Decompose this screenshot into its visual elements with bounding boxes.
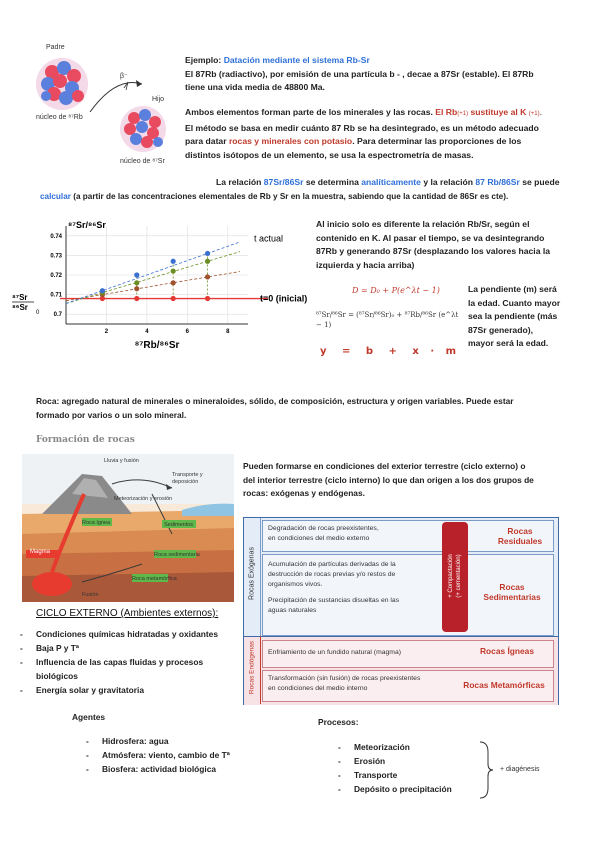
data-point bbox=[171, 259, 176, 264]
section-title: Formación de rocas bbox=[36, 435, 135, 445]
compactacion-label: + Compactación (+ cementación) bbox=[448, 554, 462, 598]
diagram-label-3: Sedimentos bbox=[164, 522, 194, 528]
diagram-label-6: Roca ígnea bbox=[82, 520, 111, 526]
parent-label: Padre bbox=[46, 44, 65, 51]
data-point bbox=[205, 259, 210, 264]
x-tick-label: 4 bbox=[145, 329, 149, 335]
data-point bbox=[205, 251, 210, 256]
example-line: Ejemplo: Datación mediante el sistema Rb-Sr bbox=[185, 55, 370, 65]
agentes-title: Agentes bbox=[72, 712, 106, 722]
explain-block: Al inicio solo es diferente la relación Rb/Sr, según el contenido en K. Al pasar el tiempo, se va desintegrando 87Rb y generando 87Sr (desplazando los valores hacia la izquierda y hacia arriba) bbox=[316, 219, 551, 270]
formation-block: Pueden formarse en condiciones del exterior terrestre (ciclo externo) o del interior terrestre (ciclo interno) lo que dan origen a los dos grupos de rocas: exógenas y endógenas. bbox=[243, 461, 534, 499]
diagram-label-8: Fusión bbox=[82, 592, 99, 598]
daughter-nucleus-icon bbox=[118, 104, 168, 154]
residuales-desc: Degradación de rocas preexistentes, en condiciones del medio externo bbox=[268, 525, 379, 542]
intro-p2: Ambos elementos forman parte de los minerales y las rocas. El Rb(+1) sustituye al K (+1). El método se basa en medir cuánto 87 Rb se ha desintegrado, es un método adecuado para datar rocas y minerales con potasio. Para determinar las proporciones de los distintos isótopos de un elemento, se usa la espectrometría de masas. bbox=[185, 107, 542, 160]
metamorficas-title: Rocas Metamórficas bbox=[463, 680, 545, 690]
isochron-line bbox=[66, 252, 240, 304]
intro-p3: La relación 87Sr/86Sr se determina analíticamente y la relación 87 Rb/86Sr se puede calcular (a partir de las concentraciones elementales de Rb y Sr en la muestra, sabiendo que la cantidad de 86Sr es cte). bbox=[40, 177, 560, 201]
daughter-nucleus-label: núcleo de ⁸⁷Sr bbox=[120, 158, 165, 165]
y-tick-label: 0.71 bbox=[50, 292, 62, 299]
top-axis-label: ⁸⁷Sr/⁸⁶Sr bbox=[68, 220, 106, 230]
data-point bbox=[205, 274, 210, 279]
intro-line-1: El 87Rb (radiactivo), por emisión de una partícula b - , decae a 87Sr (estable). El 87Rb bbox=[185, 68, 534, 79]
parent-nucleus-icon bbox=[34, 56, 90, 112]
rock-classification bbox=[243, 517, 559, 705]
t0-label: t=0 (inicial) bbox=[260, 293, 308, 304]
daughter-label: Hijo bbox=[152, 96, 165, 103]
data-point bbox=[205, 296, 210, 301]
isochron-svg bbox=[8, 214, 308, 374]
ciclo-item: - Energía solar y gravitatoria bbox=[20, 685, 144, 695]
magma-label: Magma bbox=[30, 549, 51, 555]
x-tick-label: 2 bbox=[104, 329, 109, 335]
data-point bbox=[171, 268, 176, 273]
nuclei-illustration bbox=[22, 44, 172, 179]
intro-block bbox=[185, 54, 585, 95]
ciclo-list bbox=[20, 627, 246, 697]
procesos-list bbox=[338, 740, 494, 796]
agentes-list bbox=[86, 734, 302, 776]
residuales-title: Rocas Residuales bbox=[497, 526, 543, 546]
data-point bbox=[100, 288, 105, 293]
x-tick-label: 8 bbox=[226, 329, 230, 335]
proceso-item: - Meteorización bbox=[338, 742, 410, 752]
ciclo-item: - Condiciones químicas hidratadas y oxidantes bbox=[20, 629, 218, 639]
y-tick-label: 0.73 bbox=[50, 253, 62, 260]
sedimentarias-title: Rocas Sedimentarias bbox=[483, 582, 541, 602]
brace-icon bbox=[478, 740, 494, 800]
bottom-axis-label: ⁸⁷Rb/⁸⁶Sr bbox=[134, 340, 180, 351]
diagenesis-label: + diagénesis bbox=[500, 766, 540, 773]
diagram-label-4: Roca sedimentaria bbox=[154, 552, 200, 558]
formula-top: D = D₀ + P(e^λt − 1) bbox=[352, 286, 440, 295]
proceso-item: - Erosión bbox=[338, 756, 386, 766]
data-point bbox=[134, 272, 139, 277]
igneas-title: Rocas Ígneas bbox=[480, 646, 534, 656]
proceso-item: - Depósito o precipitación bbox=[338, 784, 452, 794]
ciclo-item-cont: biológicos bbox=[36, 671, 78, 681]
diagram-label-7: Meteorización y erosión bbox=[114, 496, 173, 502]
agente-item: - Atmósfera: viento, cambio de Tª bbox=[86, 750, 230, 760]
linear-eq: y = b + x · m bbox=[320, 346, 457, 357]
left-axis-den: ⁸⁶Sr bbox=[12, 303, 28, 312]
diagram-label-5: Roca metamórfica bbox=[132, 576, 177, 582]
left-axis-num: ⁸⁷Sr bbox=[12, 293, 28, 302]
sedimentarias-desc: Acumulación de partículas derivadas de la destrucción de rocas previas y/o restos de organismos vivos. Precipitación de sustancias disueltas en las aguas naturales bbox=[268, 561, 400, 614]
igneas-desc: Enfriamiento de un fundido natural (magma) bbox=[268, 649, 401, 656]
proceso-item: - Transporte bbox=[338, 770, 398, 780]
exogenas-label: Rocas Exógenas bbox=[248, 547, 256, 600]
formula-main: ⁸⁷Sr/⁸⁶Sr = (⁸⁷Sr/⁸⁶Sr)₀ + ⁸⁷Rb/⁸⁶Sr (e^λt − 1) bbox=[316, 311, 459, 329]
intro-line-2: tiene una vida media de 48800 Ma. bbox=[185, 82, 325, 93]
t-actual-label: t actual bbox=[254, 233, 284, 244]
parent-nucleus-label: núcleo de ⁸⁷Rb bbox=[36, 114, 83, 121]
formula-block bbox=[312, 282, 462, 372]
isochron-line bbox=[66, 272, 240, 301]
agente-item: - Hidrosfera: agua bbox=[86, 736, 169, 746]
y-tick-label: 0.74 bbox=[50, 233, 62, 240]
data-point bbox=[171, 280, 176, 285]
ciclo-item: - Influencia de las capas fluidas y procesos bbox=[20, 657, 204, 667]
beta-label: β⁻ bbox=[120, 73, 128, 80]
ciclo-title: CICLO EXTERNO (Ambientes externos): bbox=[36, 608, 219, 619]
data-point bbox=[134, 286, 139, 291]
agente-item: - Biosfera: actividad biológica bbox=[86, 764, 217, 774]
data-point bbox=[171, 296, 176, 301]
metamorficas-desc: Transformación (sin fusión) de rocas preexistentes en condiciones del medio interno bbox=[268, 675, 421, 692]
endogenas-label: Rocas Endógenas bbox=[248, 640, 256, 695]
left-axis-sub: 0 bbox=[36, 310, 40, 316]
roca-definition: Roca: agregado natural de minerales o mineraloides, sólido, de composición, estructura y origen variables. Puede estar formado por varios o un solo mineral. bbox=[36, 396, 514, 420]
ciclo-item: - Baja P y Tª bbox=[20, 643, 79, 653]
rock-cycle-diagram bbox=[22, 454, 234, 602]
procesos-title: Procesos: bbox=[318, 717, 359, 727]
isochron-chart bbox=[8, 214, 308, 374]
data-point bbox=[134, 280, 139, 285]
y-tick-label: 0.72 bbox=[50, 273, 62, 279]
data-point bbox=[134, 296, 139, 301]
x-tick-label: 6 bbox=[185, 329, 190, 335]
slope-block: La pendiente (m) será la edad. Cuanto mayor sea la pendiente (más 87Sr generado), mayor será la edad. bbox=[468, 284, 561, 349]
y-tick-label: 0.7 bbox=[53, 312, 62, 319]
example-title: Datación mediante el sistema Rb-Sr bbox=[223, 55, 370, 65]
diagram-label-1: Lluvia y fusión bbox=[104, 458, 139, 464]
diagram-label-2: Transporte y deposición bbox=[172, 472, 203, 485]
